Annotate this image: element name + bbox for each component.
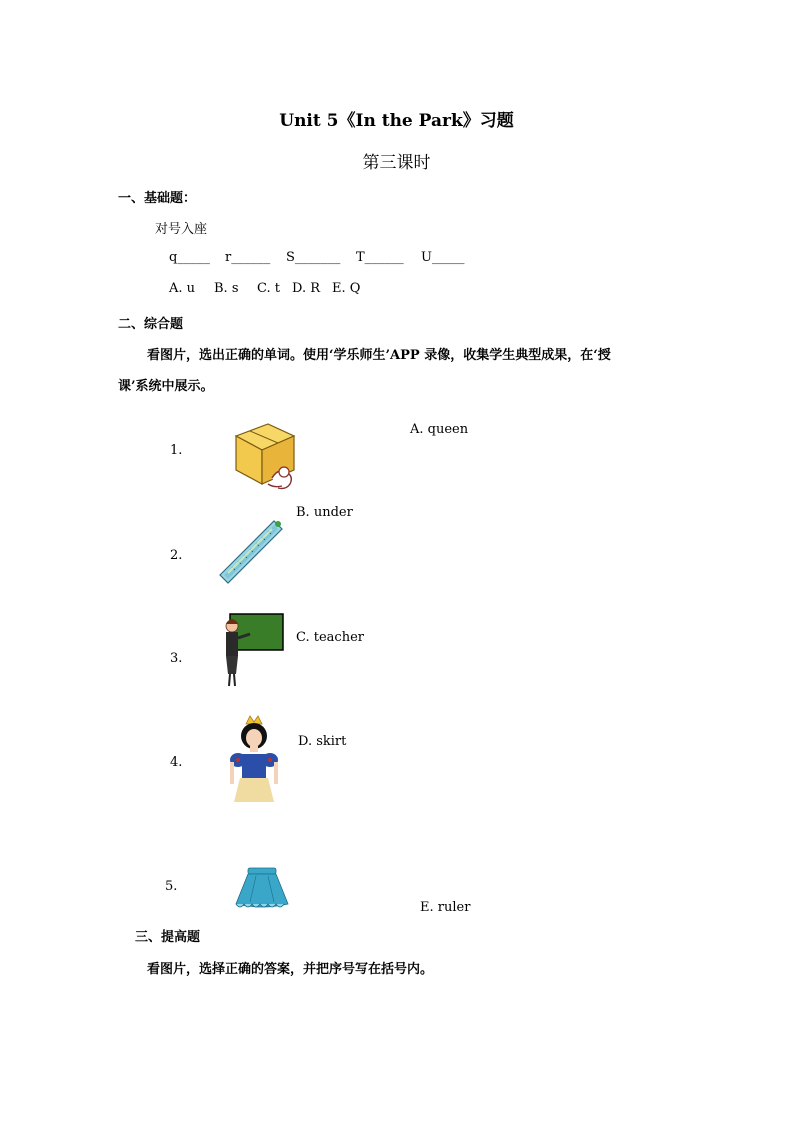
blank-U: U_____ [421,250,465,265]
item-number-4: 4. [170,755,183,770]
choice-c: C. teacher [296,630,364,645]
choice-e: E. ruler [420,900,471,915]
box-picture [228,414,304,490]
section-3-instruction: 看图片，选择正确的答案，并把序号写在括号内。 [147,962,434,977]
item-number-5: 5. [165,879,178,894]
blank-S: S_______ [286,250,341,265]
blank-T: T______ [356,250,404,265]
section-1-heading: 一、基础题： [118,191,197,206]
option-b: B. s [214,281,239,296]
option-e: E. Q [332,281,361,296]
ruler-picture [218,517,284,585]
page-title: Unit 5《In the Park》习题 [279,111,514,131]
section-2-instruction-line2: 课’系统中展示。 [118,379,214,394]
item-number-3: 3. [170,651,183,666]
section-1-instruction: 对号入座 [155,222,208,237]
choice-a: A. queen [410,422,469,437]
choice-d: D. skirt [298,734,347,749]
option-c: C. t [257,281,280,296]
option-d: D. R [292,281,321,296]
choice-b: B. under [296,505,353,520]
blank-r: r______ [225,250,271,265]
item-number-1: 1. [170,443,183,458]
blank-q: q_____ [169,250,210,265]
option-a: A. u [169,281,196,296]
teacher-picture [218,612,288,690]
section-2-instruction-line1: 看图片，选出正确的单词。使用‘学乐师生’APP 录像，收集学生典型成果，在‘授 [147,348,611,363]
item-number-2: 2. [170,548,183,563]
skirt-picture [230,864,294,914]
page-subtitle: 第三课时 [362,153,431,173]
section-3-heading: 三、提高题 [135,930,201,945]
section-2-heading: 二、综合题 [118,317,184,332]
princess-picture [224,714,284,802]
